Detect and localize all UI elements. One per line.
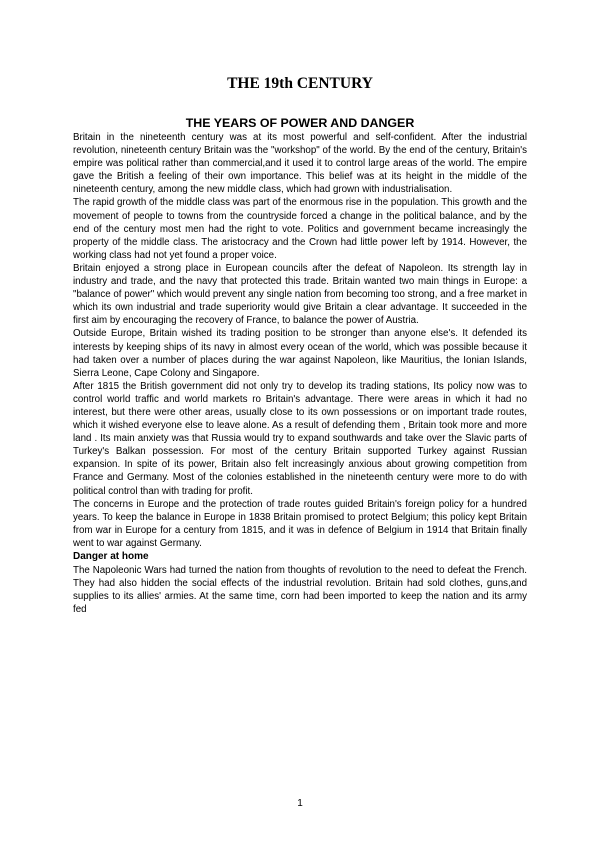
paragraph: Outside Europe, Britain wished its trading position to be stronger than anyone else's. It defended its interests by keeping ships of its navy in almost every ocean of the world, which was possible because it had taken over a number of places during the war against Napoleon, like Mauritius, the Ionian Islands, Sierra Leone, Cape Colony and Singapore. (73, 328, 527, 379)
paragraph: The rapid growth of the middle class was part of the enormous rise in the population. This growth and the movement of people to towns from the countryside forced a change in the political balance, and by the end of the century most men had the right to vote. Politics and government became increasingly the property of the middle class. The aristocracy and the Crown had little power left by 1914. However, the working class had not yet found a proper voice. (73, 197, 527, 261)
body-text (73, 131, 527, 616)
section-title: THE YEARS OF POWER AND DANGER (185, 116, 415, 130)
document-title: THE 19th CENTURY (227, 75, 373, 92)
subheading: Danger at home (73, 551, 149, 562)
paragraph: Britain enjoyed a strong place in European councils after the defeat of Napoleon. Its strength lay in industry and trade, and the navy that protected this trade. Britain wanted two main things in Europe: a "balance of power" which would prevent any single nation from becoming too strong, and a free market in which its own industrial and trade superiority would give Britain a clear advantage. It succeeded in the first aim by encouraging the recovery of France, to balance the power of Austria. (73, 262, 527, 327)
paragraph: Britain in the nineteenth century was at its most powerful and self-confident. After the industrial revolution, nineteenth century Britain was the "workshop" of the world. By the end of the century, Britain's empire was political rather than commercial,and it used it to control large areas of the world. The empire gave the British a feeling of their own importance. This belief was at its height in the middle of the nineteenth century, among the new middle class, which had grown with industrialisation. (73, 132, 527, 196)
paragraph: After 1815 the British government did not only try to develop its trading stations, Its policy now was to control world traffic and world markets ro Britain's advantage. There were areas in which it had no interest, but there were other areas, usually close to its own possessions or on important trade routes, which it wished everyone else to leave alone. As a result of defending them , Britain took more and more land . Its main anxiety was that Russia would try to expand southwards and take over the Slavic parts of Turkey's Balkan possession. For most of the century Britain supported Turkey against Russian expansion. In spite of its power, Britain also felt increasingly anxious about growing competition from France and Germany. Most of the colonies established in the nineteenth century were more to do with political control than with trading for profit. (73, 380, 527, 497)
paragraph: The Napoleonic Wars had turned the nation from thoughts of revolution to the need to defeat the French. They had also hidden the social effects of the industrial revolution. Britain had sold clothes, guns,and supplies to its allies' armies. At the same time, corn had been imported to keep the nation and its army fed (73, 565, 527, 616)
page-number: 1 (297, 798, 303, 809)
paragraph: The concerns in Europe and the protection of trade routes guided Britain's foreign policy for a hundred years. To keep the balance in Europe in 1838 Britain promised to protect Belgium; this policy kept Britain from war in Europe for a century from 1815, and it was in defence of Belgium in 1914 that Britain finally went to war against Germany. (73, 498, 527, 549)
